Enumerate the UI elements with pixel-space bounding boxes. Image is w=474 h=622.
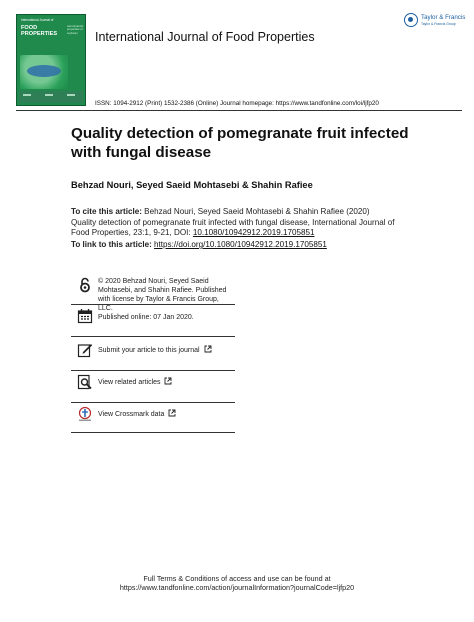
cover-artwork (20, 55, 68, 89)
publisher-name: Taylor & Francis (421, 14, 466, 21)
terms-url-link[interactable]: https://www.tandfonline.com/action/journalInformation?journalCode=ljfp20 (119, 583, 355, 592)
crossmark-link-row[interactable] (98, 409, 235, 419)
terms-footer (0, 574, 474, 592)
cover-small-label: International Journal of (21, 18, 54, 22)
crossmark-row[interactable] (71, 404, 235, 436)
article-link-line (71, 240, 327, 249)
view-crossmark-link[interactable]: View Crossmark data (98, 411, 165, 418)
view-related-articles-link[interactable]: View related articles (98, 379, 161, 386)
citation-block (71, 207, 397, 239)
journal-name[interactable]: International Journal of Food Properties (95, 30, 315, 44)
external-link-icon (164, 377, 172, 385)
publisher-logo[interactable] (404, 13, 466, 31)
link-label: To link to this article: (71, 240, 152, 249)
terms-line-1: Full Terms & Conditions of access and use can be found at (143, 574, 331, 583)
article-url-link[interactable]: https://doi.org/10.1080/10942912.2019.1705851 (154, 240, 327, 249)
external-link-icon (168, 409, 176, 417)
external-link-icon (204, 345, 212, 353)
cite-text: Behzad Nouri, Seyed Saeid Mohtasebi & Shahin Rafiee (2020) Quality detection of pomegranate fruit infected with fungal disease, International Journal of Food Properties, 23:1, 9-21, DOI: (71, 207, 395, 238)
related-row[interactable] (71, 372, 235, 404)
panel-divider (71, 304, 235, 305)
published-text: Published online: 07 Jan 2020. (98, 314, 194, 321)
published-row (71, 308, 235, 338)
submit-row[interactable] (71, 338, 235, 372)
panel-divider (71, 402, 235, 403)
copyright-text: © 2020 Behzad Nouri, Seyed Saeid Mohtasebi, and Shahin Rafiee. Published with license by Taylor & Francis Group, LLC. (98, 278, 227, 312)
submit-article-link[interactable]: Submit your article to this journal (98, 347, 200, 354)
cover-title: FOOD PROPERTIES (21, 25, 58, 38)
crossmark-icon (77, 406, 93, 422)
panel-divider (71, 432, 235, 433)
article-info-panel (71, 266, 235, 436)
cover-footer-band (19, 91, 83, 103)
submit-article-icon (77, 342, 93, 358)
panel-divider (71, 336, 235, 337)
header-divider (16, 110, 462, 111)
open-access-icon (77, 277, 93, 293)
copyright-row (71, 266, 235, 312)
related-link-row[interactable] (98, 377, 235, 387)
publisher-tagline: Taylor & Francis Group (421, 22, 456, 26)
calendar-icon (77, 308, 93, 324)
submit-link-row[interactable] (98, 345, 235, 355)
issn-homepage-line[interactable]: ISSN: 1094-2912 (Print) 1532-2386 (Online) Journal homepage: https://www.tandfonline.com/loi/ljfp20 (95, 100, 379, 107)
related-articles-icon (77, 374, 93, 390)
cover-side-text: Aerodynamic properties of soybean (67, 24, 84, 35)
doi-link[interactable]: 10.1080/10942912.2019.1705851 (192, 228, 315, 238)
article-authors: Behzad Nouri, Seyed Saeid Mohtasebi & Shahin Rafiee (71, 180, 313, 190)
panel-divider (71, 370, 235, 371)
article-title: Quality detection of pomegranate fruit infected with fungal disease (71, 125, 409, 161)
journal-cover-image[interactable] (16, 14, 86, 106)
publisher-logo-icon (404, 13, 418, 27)
cite-label: To cite this article: (71, 207, 142, 216)
